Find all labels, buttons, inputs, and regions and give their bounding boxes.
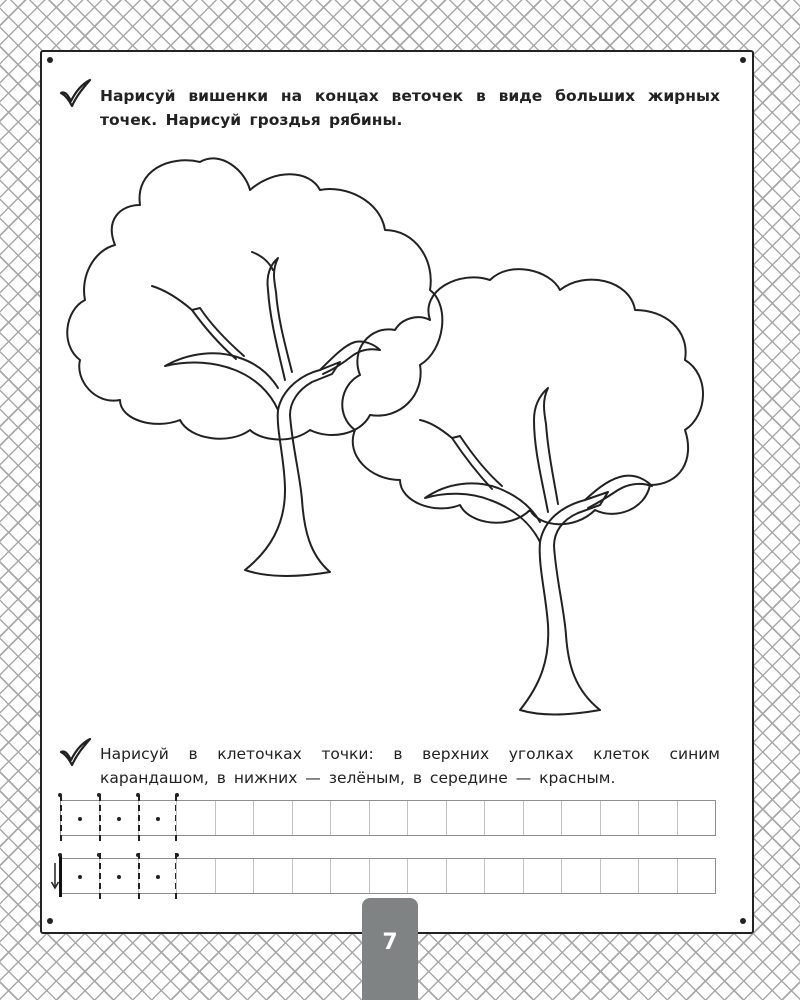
grid-cell[interactable] — [330, 801, 368, 835]
tree-left-branch — [320, 342, 380, 374]
grid-cell[interactable] — [523, 801, 561, 835]
tree-left-branch — [152, 286, 192, 310]
exercise-row-1 — [60, 800, 716, 836]
guide-line — [138, 795, 140, 841]
guide-dot — [78, 875, 82, 879]
grid-cell[interactable] — [215, 801, 253, 835]
grid-cell[interactable] — [369, 859, 407, 893]
checkmark-icon — [58, 78, 92, 108]
tree-left-branch — [267, 258, 292, 380]
tree-left-branch — [192, 308, 244, 359]
grid-cell[interactable] — [638, 801, 676, 835]
pin — [47, 918, 53, 924]
grid-cell[interactable] — [561, 801, 599, 835]
task-2-instruction: Нарисуй в клеточках точки: в верхних уголках клеток синим карандашом, в нижних — зелёным, в середине — красным. — [100, 745, 720, 787]
grid-cell[interactable] — [99, 859, 137, 893]
grid-cell[interactable] — [484, 859, 522, 893]
grid-cell[interactable] — [484, 801, 522, 835]
grid-cell[interactable] — [215, 859, 253, 893]
grid-cell[interactable] — [253, 859, 291, 893]
grid-cell[interactable] — [600, 859, 638, 893]
guide-line — [60, 795, 62, 841]
tree-left — [67, 158, 442, 576]
guide-dot — [117, 817, 121, 821]
trees-illustration — [40, 130, 720, 730]
grid-cell[interactable] — [61, 801, 99, 835]
tree-right-branch — [425, 483, 540, 542]
page-number-tab — [362, 898, 418, 1000]
tree-right-branch — [452, 436, 502, 489]
tree-right-branch — [534, 388, 558, 512]
grid-cell[interactable] — [369, 801, 407, 835]
grid-cell[interactable] — [330, 859, 368, 893]
grid-cell[interactable] — [446, 801, 484, 835]
grid-cell[interactable] — [292, 801, 330, 835]
guide-dot — [117, 875, 121, 879]
guide-line — [99, 795, 101, 841]
grid-cell[interactable] — [407, 859, 445, 893]
guide-line — [99, 853, 101, 899]
guide-dot — [136, 793, 140, 797]
pin — [740, 57, 746, 63]
guide-dot — [78, 817, 82, 821]
grid-cell[interactable] — [600, 801, 638, 835]
grid-cell[interactable] — [138, 801, 176, 835]
tree-right — [342, 269, 703, 714]
grid-cell[interactable] — [99, 801, 137, 835]
guide-dot — [58, 793, 62, 797]
pin — [47, 57, 53, 63]
arrow-down-icon — [50, 862, 60, 890]
tree-right-trunk — [520, 492, 608, 715]
pin — [740, 918, 746, 924]
guide-dot — [156, 875, 160, 879]
tree-left-trunk — [245, 362, 340, 576]
tree-right-branch — [585, 476, 652, 508]
grid-cell[interactable] — [292, 859, 330, 893]
tree-left-branch — [165, 353, 278, 410]
grid-cell[interactable] — [446, 859, 484, 893]
grid-cell[interactable] — [253, 801, 291, 835]
guide-dot — [136, 853, 140, 857]
page-number: 7 — [382, 930, 398, 955]
task-1-instruction: Нарисуй вишенки на концах веточек в виде больших жирных точек. Нарисуй гроздья рябины. — [100, 87, 720, 129]
grid-cell[interactable] — [407, 801, 445, 835]
exercise-row-2 — [60, 858, 716, 894]
tree-right-branch — [420, 420, 452, 438]
grid-cell[interactable] — [677, 859, 715, 893]
tree-left-crown — [67, 158, 442, 439]
guide-dot — [58, 853, 62, 857]
grid-cell[interactable] — [561, 859, 599, 893]
grid-cell[interactable] — [638, 859, 676, 893]
guide-line — [138, 853, 140, 899]
grid-cell[interactable] — [138, 859, 176, 893]
grid-cell[interactable] — [176, 801, 214, 835]
grid-cell[interactable] — [523, 859, 561, 893]
grid-cell[interactable] — [61, 859, 99, 893]
grid-cell[interactable] — [677, 801, 715, 835]
grid-cell[interactable] — [176, 859, 214, 893]
checkmark-icon — [58, 737, 92, 767]
guide-dot — [156, 817, 160, 821]
